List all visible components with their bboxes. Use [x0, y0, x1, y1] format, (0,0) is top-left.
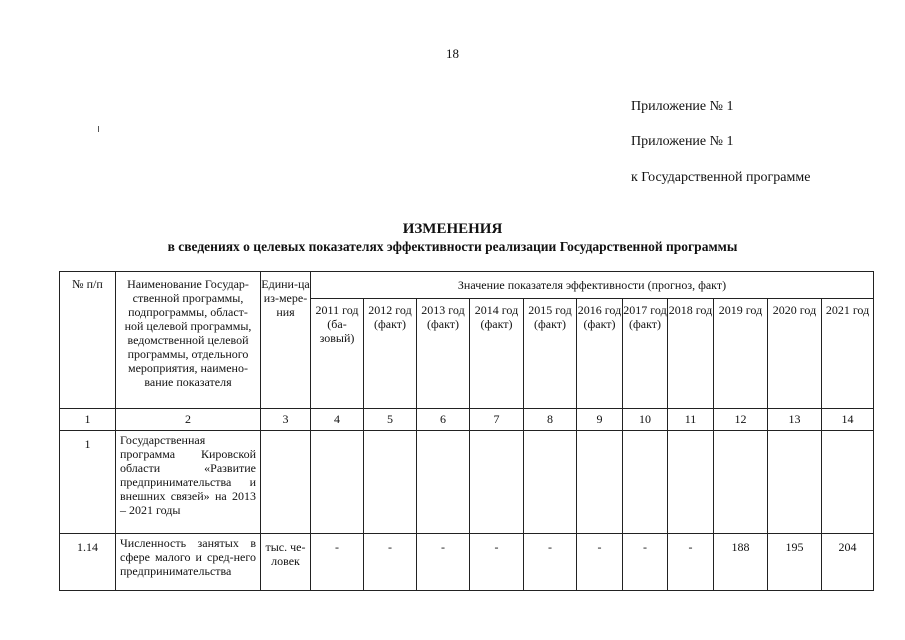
row-name: Численность занятых в сфере малого и сред-него предпринимательства — [116, 534, 261, 591]
row-value — [768, 431, 822, 534]
row-value: - — [364, 534, 417, 591]
column-index: 5 — [364, 409, 417, 431]
row-num: 1.14 — [60, 534, 116, 591]
column-index: 12 — [714, 409, 768, 431]
row-value — [577, 431, 623, 534]
header-year-2016: 2016 год (факт) — [577, 299, 623, 409]
column-index: 1 — [60, 409, 116, 431]
header-values-group: Значение показателя эффективности (прогноз, факт) — [311, 272, 874, 299]
row-value — [417, 431, 470, 534]
row-value: 204 — [822, 534, 874, 591]
row-value — [623, 431, 668, 534]
row-value: - — [623, 534, 668, 591]
row-value — [668, 431, 714, 534]
header-year-2014: 2014 год (факт) — [470, 299, 524, 409]
row-value: - — [470, 534, 524, 591]
document-title: ИЗМЕНЕНИЯ — [402, 221, 503, 237]
header-year-2011: 2011 год (ба-зовый) — [311, 299, 364, 409]
column-index: 8 — [524, 409, 577, 431]
column-index: 14 — [822, 409, 874, 431]
header-year-2019: 2019 год — [714, 299, 768, 409]
header-unit: Едини-ца из-мере-ния — [261, 272, 311, 409]
row-value: - — [577, 534, 623, 591]
row-value: - — [417, 534, 470, 591]
column-index-row — [60, 409, 874, 431]
header-year-2017: 2017 год (факт) — [623, 299, 668, 409]
row-value: 188 — [714, 534, 768, 591]
appendix-heading: Приложение № 1 — [631, 99, 734, 114]
row-name: Государственная программа Кировской области «Развитие предпринимательства и внешних связей» на 2013 – 2021 годы — [116, 431, 261, 534]
column-index: 10 — [623, 409, 668, 431]
header-year-2012: 2012 год (факт) — [364, 299, 417, 409]
header-year-2015: 2015 год (факт) — [524, 299, 577, 409]
column-index: 6 — [417, 409, 470, 431]
column-index: 11 — [668, 409, 714, 431]
header-year-2021: 2021 год — [822, 299, 874, 409]
row-value: - — [311, 534, 364, 591]
column-index: 2 — [116, 409, 261, 431]
row-value — [364, 431, 417, 534]
column-index: 13 — [768, 409, 822, 431]
column-index: 3 — [261, 409, 311, 431]
appendix-reference: к Государственной программе — [631, 170, 811, 185]
appendix-heading-repeat: Приложение № 1 — [631, 134, 734, 149]
row-value — [524, 431, 577, 534]
row-num: 1 — [60, 431, 116, 534]
row-value: - — [524, 534, 577, 591]
header-year-2020: 2020 год — [768, 299, 822, 409]
table-row — [60, 431, 874, 534]
row-value: - — [668, 534, 714, 591]
header-name: Наименование Государ-ственной программы, подпрограммы, област-ной целевой программы, ведомственной целевой программы, отдельного мероприятия, наимено-вание показателя — [116, 272, 261, 409]
header-year-2018: 2018 год — [668, 299, 714, 409]
column-index: 4 — [311, 409, 364, 431]
document-subtitle: в сведениях о целевых показателях эффективности реализации Государственной программы — [167, 239, 738, 254]
header-num: № п/п — [60, 272, 116, 409]
table-row — [60, 534, 874, 591]
row-value: 195 — [768, 534, 822, 591]
scan-mark — [98, 126, 99, 132]
indicators-table — [59, 271, 874, 591]
row-value — [311, 431, 364, 534]
page-number: 18 — [446, 46, 459, 61]
row-value — [714, 431, 768, 534]
column-index: 7 — [470, 409, 524, 431]
header-year-2013: 2013 год (факт) — [417, 299, 470, 409]
row-unit — [261, 431, 311, 534]
row-value — [470, 431, 524, 534]
row-unit: тыс. че-ловек — [261, 534, 311, 591]
header-row — [60, 272, 874, 299]
column-index: 9 — [577, 409, 623, 431]
row-value — [822, 431, 874, 534]
